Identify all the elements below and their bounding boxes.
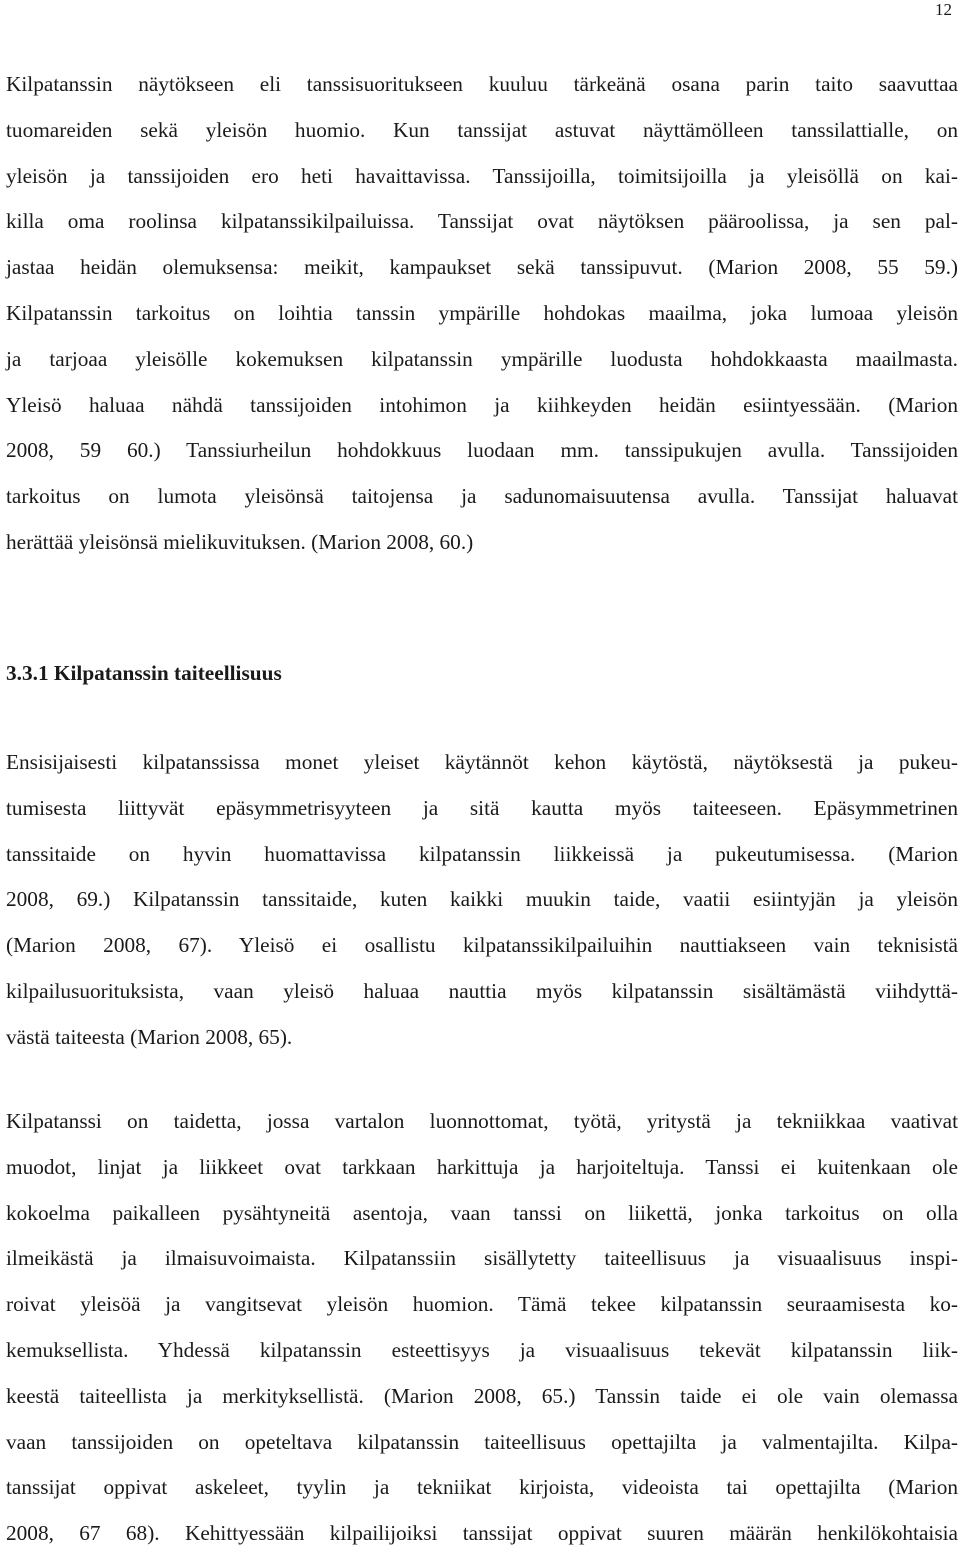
section-heading: 3.3.1 Kilpatanssin taiteellisuus [6, 661, 282, 685]
text-line: roivat yleisöä ja vangitsevat yleisön huomion. Tämä tekee kilpatanssin seuraamisesta ko- [6, 1292, 958, 1317]
paragraph-1 [6, 62, 958, 566]
text-line: vaan tanssijoiden on opeteltava kilpatanssin taiteellisuus opettajilta ja valmentajilta. Kilpa- [6, 1429, 958, 1454]
text-line: yleisön ja tanssijoiden ero heti havaittavissa. Tanssijoilla, toimitsijoilla ja yleisöllä on kai- [6, 163, 958, 188]
text-line: tumisesta liittyvät epäsymmetrisyyteen ja sitä kautta myös taiteeseen. Epäsymmetrinen [6, 795, 958, 820]
text-line: kilpailusuorituksista, vaan yleisö haluaa nauttia myös kilpatanssin sisältämästä viihdyttä- [6, 978, 958, 1003]
text-line: Kilpatanssin tarkoitus on loihtia tanssin ympärille hohdokas maailma, joka lumoaa yleisön [6, 300, 958, 325]
page-number: 12 [935, 0, 952, 19]
text-line: tuomareiden sekä yleisön huomio. Kun tanssijat astuvat näyttämölleen tanssilattialle, on [6, 117, 958, 142]
text-line: ilmeikästä ja ilmaisuvoimaista. Kilpatanssiin sisällytetty taiteellisuus ja visuaalisuus inspi- [6, 1246, 958, 1271]
text-line: keestä taiteellista ja merkityksellistä. (Marion 2008, 65.) Tanssin taide ei ole vain olemassa [6, 1383, 958, 1408]
paragraph-2 [6, 740, 958, 1061]
text-line: Kilpatanssin näytökseen eli tanssisuoritukseen kuuluu tärkeänä osana parin taito saavuttaa [6, 72, 958, 96]
text-line: kemuksellista. Yhdessä kilpatanssin esteettisyys ja visuaalisuus tekevät kilpatanssin liik- [6, 1337, 958, 1362]
text-line: kokoelma paikalleen pysähtyneitä asentoja, vaan tanssi on liikettä, jonka tarkoitus on olla [6, 1200, 958, 1225]
text-line: västä taiteesta (Marion 2008, 65). [6, 1024, 293, 1049]
text-line: jastaa heidän olemuksensa: meikit, kampaukset sekä tanssipuvut. (Marion 2008, 55 59.) [6, 255, 958, 280]
text-line: ja tarjoaa yleisölle kokemuksen kilpatanssin ympärille luodusta hohdokkaasta maailmasta. [6, 346, 958, 371]
text-line: tanssitaide on hyvin huomattavissa kilpatanssin liikkeissä ja pukeutumisessa. (Marion [6, 841, 958, 866]
text-line: 2008, 69.) Kilpatanssin tanssitaide, kuten kaikki muukin taide, vaatii esiintyjän ja yleisön [6, 887, 958, 912]
paragraph-3 [6, 1099, 958, 1557]
text-line: tanssijat oppivat askeleet, tyylin ja tekniikat kirjoista, videoista tai opettajilta (Marion [6, 1475, 958, 1500]
text-line: Ensisijaisesti kilpatanssissa monet yleiset käytännöt kehon käytöstä, näytöksestä ja pukeu- [6, 750, 958, 774]
text-line: killa oma roolinsa kilpatanssikilpailuissa. Tanssijat ovat näytöksen pääroolissa, ja sen pal- [6, 209, 958, 234]
text-line: 2008, 67 68). Kehittyessään kilpailijoiksi tanssijat oppivat suuren määrän henkilökohtaisia [6, 1521, 958, 1546]
text-line: (Marion 2008, 67). Yleisö ei osallistu kilpatanssikilpailuihin nauttiakseen vain teknisistä [6, 933, 958, 958]
text-line: 2008, 59 60.) Tanssiurheilun hohdokkuus luodaan mm. tanssipukujen avulla. Tanssijoiden [6, 438, 958, 463]
text-line: Kilpatanssi on taidetta, jossa vartalon luonnottomat, työtä, yritystä ja tekniikkaa vaativat [6, 1109, 958, 1133]
text-line: muodot, linjat ja liikkeet ovat tarkkaan harkittuja ja harjoiteltuja. Tanssi ei kuitenkaan ole [6, 1154, 958, 1179]
text-line: tarkoitus on lumota yleisönsä taitojensa ja sadunomaisuutensa avulla. Tanssijat haluavat [6, 484, 958, 509]
text-line: herättää yleisönsä mielikuvituksen. (Marion 2008, 60.) [6, 529, 474, 554]
text-line: Yleisö haluaa nähdä tanssijoiden intohimon ja kiihkeyden heidän esiintyessään. (Marion [6, 392, 958, 417]
